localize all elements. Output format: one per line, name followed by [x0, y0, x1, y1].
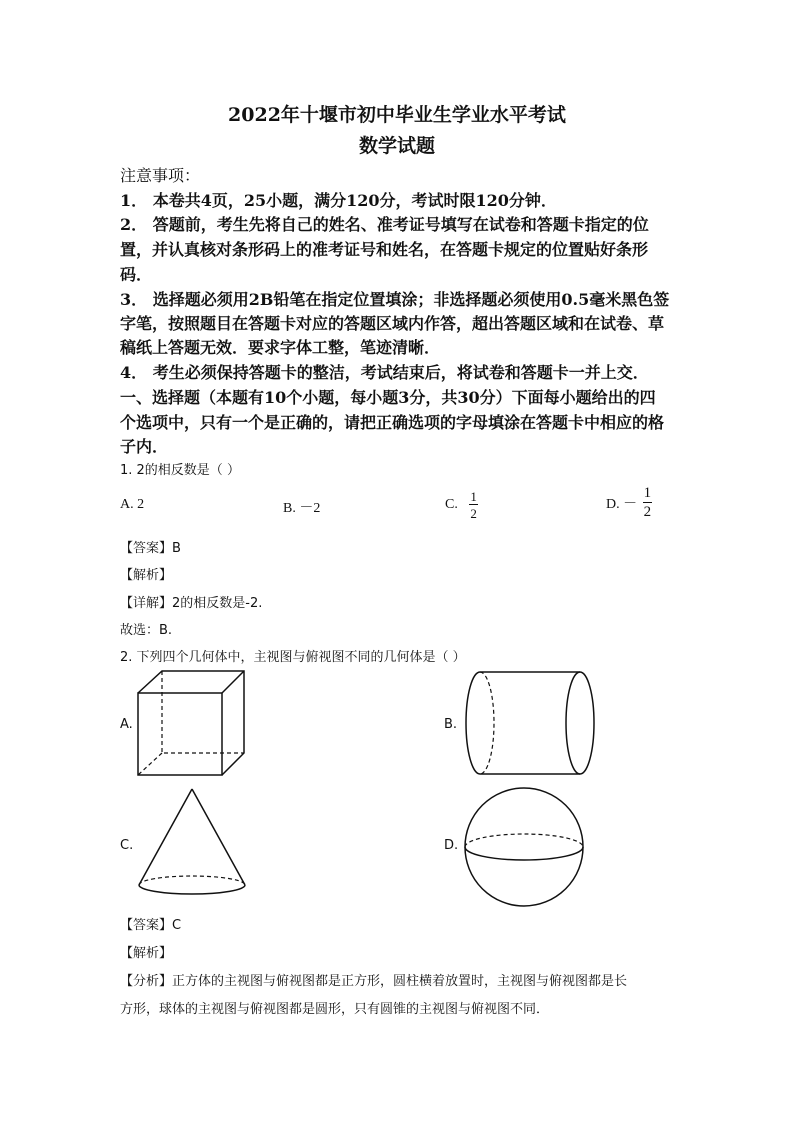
cylinder-figure	[462, 668, 602, 780]
q1-option-d	[606, 486, 652, 520]
q2-fenxi-line: 方形，球体的主视图与俯视图都是圆形，只有圆锥的主视图与俯视图不同．	[120, 1002, 550, 1017]
q1-option-d-label: D. －	[606, 497, 638, 512]
cone-figure	[135, 785, 250, 900]
sphere-figure	[460, 787, 588, 909]
q1-answer: 【答案】B	[120, 541, 181, 556]
note-line: 稿纸上答题无效．要求字体工整，笔迹清晰．	[120, 338, 441, 357]
note-line: 2． 答题前，考生先将自己的姓名、准考证号填写在试卷和答题卡指定的位	[120, 215, 649, 234]
section-line: 个选项中，只有一个是正确的，请把正确选项的字母填涂在答题卡中相应的格	[120, 413, 665, 432]
fraction-denominator: 2	[470, 506, 477, 521]
q1-option-d-fraction	[643, 486, 653, 520]
exam-subtitle: 数学试题	[358, 135, 435, 157]
q1-detail: 【详解】2的相反数是-2.	[120, 596, 263, 611]
note-line: 3． 选择题必须用2B铅笔在指定位置填涂；非选择题必须使用0.5毫米黑色签	[120, 290, 670, 309]
q1-option-c	[445, 490, 478, 520]
section-line: 子内．	[120, 437, 169, 456]
q2-stem: 2. 下列四个几何体中，主视图与俯视图不同的几何体是（ ）	[120, 650, 466, 665]
notes-heading: 注意事项：	[120, 166, 201, 185]
q1-option-b: B. －2	[283, 501, 321, 516]
q1-option-c-fraction	[469, 490, 478, 520]
q2-analysis: 【解析】	[120, 946, 173, 961]
note-line: 1． 本卷共4页，25小题，满分120分，考试时限120分钟．	[120, 191, 557, 210]
q1-analysis: 【解析】	[120, 568, 173, 583]
note-line: 4． 考生必须保持答题卡的整洁，考试结束后，将试卷和答题卡一并上交．	[120, 363, 649, 382]
q2-label-d: D.	[444, 838, 459, 853]
q2-label-c: C.	[120, 838, 134, 853]
note-line: 置，并认真核对条形码上的准考证号和姓名，在答题卡规定的位置贴好条形	[120, 240, 649, 259]
q1-option-a: A. 2	[120, 497, 145, 512]
q2-label-b: B.	[444, 717, 458, 732]
exam-title: 2022年十堰市初中毕业生学业水平考试	[228, 104, 566, 126]
section-line: 一、选择题（本题有10个小题，每小题3分，共30分）下面每小题给出的四	[120, 388, 656, 407]
q2-fenxi-line: 【分析】正方体的主视图与俯视图都是正方形，圆柱横着放置时，主视图与俯视图都是长	[120, 974, 628, 989]
q1-option-c-label: C.	[445, 497, 458, 512]
q2-label-a: A.	[120, 717, 133, 732]
q2-answer: 【答案】C	[120, 918, 182, 933]
q1-conclusion: 故选：B.	[120, 623, 173, 638]
cube-figure	[130, 665, 255, 780]
fraction-denominator: 2	[643, 504, 652, 520]
fraction-numerator: 1	[643, 485, 652, 501]
q1-stem: 1. 2的相反数是（ ）	[120, 463, 240, 478]
fraction-numerator: 1	[470, 489, 477, 504]
note-line: 码．	[120, 265, 153, 284]
note-line: 字笔，按照题目在答题卡对应的答题区域内作答，超出答题区域和在试卷、草	[120, 314, 665, 333]
